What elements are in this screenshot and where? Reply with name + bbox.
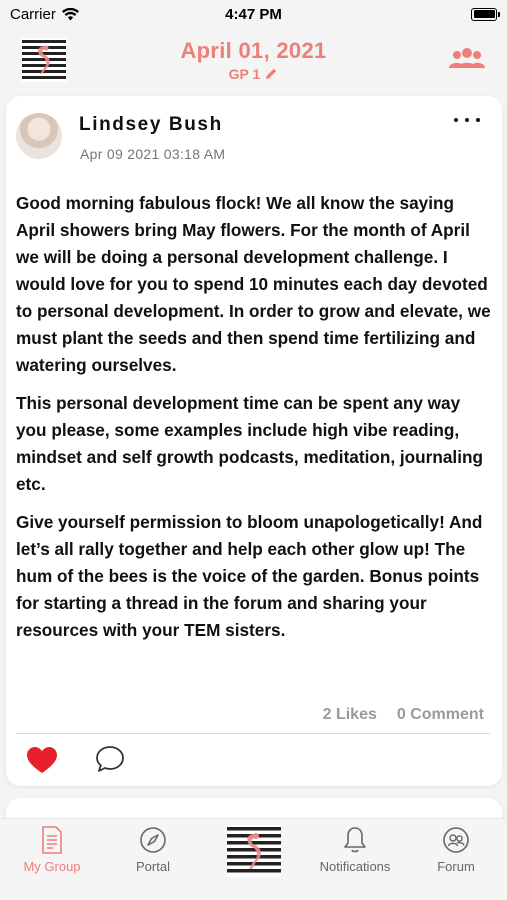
post-body <box>16 190 494 655</box>
pencil-icon[interactable] <box>264 67 278 81</box>
group-label[interactable]: GP 1 <box>228 66 261 82</box>
flamingo-logo-icon[interactable] <box>227 825 281 877</box>
post-author[interactable]: Lindsey Bush <box>79 114 223 135</box>
status-bar <box>0 0 507 28</box>
post-paragraph: This personal development time can be spent any way you please, some examples include high vibe reading, mindset and self growth podcasts, meditation, journaling etc. <box>16 393 483 494</box>
tab-notifications[interactable] <box>305 825 405 874</box>
post-timestamp: Apr 09 2021 03:18 AM <box>80 146 226 162</box>
header-date[interactable]: April 01, 2021 <box>180 38 327 63</box>
avatar[interactable] <box>16 113 62 159</box>
tab-my-group[interactable] <box>2 825 102 874</box>
post-paragraph: Good morning fabulous flock! We all know the saying April showers bring May flowers. For the month of April we will be doing a personal development challenge. I would love for you to spend 10 minutes each day devoted to personal development. In order to grow and elevate, we must plant the seeds and then spend time fertilizing and watering ourselves. <box>16 193 491 375</box>
document-icon <box>40 825 64 855</box>
comment-bubble-icon[interactable] <box>94 744 126 774</box>
more-dot-icon <box>465 118 469 122</box>
forum-people-icon <box>441 825 471 855</box>
comments-count[interactable]: 0 Comment <box>396 706 484 723</box>
tab-label: Notifications <box>319 859 391 874</box>
header <box>0 30 507 90</box>
tab-bar <box>0 818 507 900</box>
header-center <box>0 38 507 83</box>
tab-portal[interactable] <box>103 825 203 874</box>
carrier-label: Carrier <box>10 5 56 23</box>
tab-label: My Group <box>23 859 81 874</box>
compass-icon <box>138 825 168 855</box>
post-paragraph: Give yourself permission to bloom unapologetically! And let’s all rally together and help each other glow up! The hum of the bees is the voice of the garden. Bonus points for starting a thread in the forum and sharing your resources with your TEM sisters. <box>16 512 483 640</box>
likes-count[interactable]: 2 Likes <box>322 706 377 723</box>
battery-icon <box>471 8 497 21</box>
more-dot-icon <box>476 118 480 122</box>
divider <box>16 733 490 734</box>
tab-label: Portal <box>136 859 170 874</box>
bell-icon <box>342 825 368 855</box>
more-options-button[interactable] <box>454 110 480 130</box>
status-time: 4:47 PM <box>225 5 282 23</box>
heart-icon[interactable] <box>26 746 58 774</box>
post-stats <box>323 706 484 724</box>
more-dot-icon <box>454 118 458 122</box>
group-selector[interactable] <box>229 66 279 82</box>
tab-label: Forum <box>437 859 475 874</box>
tab-forum[interactable] <box>406 825 506 874</box>
group-people-icon[interactable] <box>447 44 487 74</box>
post-card <box>6 96 502 786</box>
